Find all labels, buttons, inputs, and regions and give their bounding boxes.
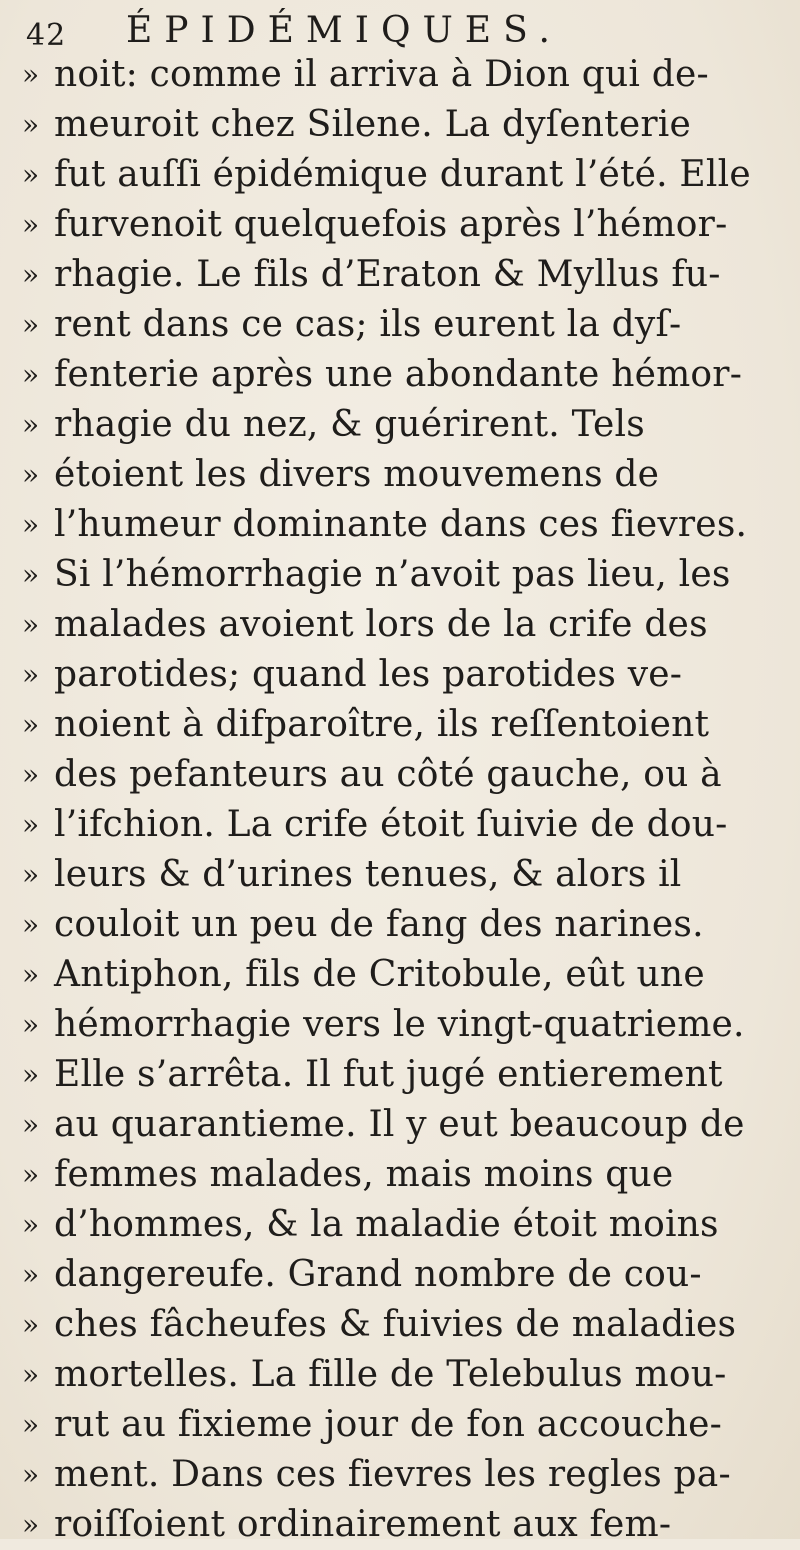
quotation-mark: » (22, 1158, 40, 1191)
text-line (22, 1500, 792, 1550)
page-number: 42 (26, 18, 67, 53)
line-text: roiſſoient ordinairement aux fem- (54, 1504, 672, 1545)
text-line (22, 1100, 792, 1150)
text-line (22, 950, 792, 1000)
text-line (22, 1200, 792, 1250)
line-text: rut au fixieme jour de fon accouche- (54, 1404, 722, 1445)
text-line (22, 600, 792, 650)
quotation-mark: » (22, 108, 40, 141)
line-text: rhagie. Le fils d’Eraton & Myllus fu- (54, 254, 721, 295)
quotation-mark: » (22, 758, 40, 791)
text-line (22, 1300, 792, 1350)
text-line (22, 250, 792, 300)
text-line (22, 1150, 792, 1200)
quotation-mark: » (22, 1358, 40, 1391)
line-text: fenterie après une abondante hémor- (54, 354, 743, 395)
quotation-mark: » (22, 358, 40, 391)
quotation-mark: » (22, 658, 40, 691)
quotation-mark: » (22, 558, 40, 591)
line-text: meuroit chez Silene. La dyſenterie (54, 104, 691, 145)
line-text: ches fâcheufes & fuivies de maladies (54, 1304, 737, 1345)
text-line (22, 750, 792, 800)
line-text: noit: comme il arriva à Dion qui de- (54, 54, 709, 95)
line-text: hémorrhagie vers le vingt-quatrieme. (54, 1004, 745, 1045)
line-text: des pefanteurs au côté gauche, ou à (54, 754, 722, 795)
text-line (22, 800, 792, 850)
text-line (22, 1350, 792, 1400)
quotation-mark: » (22, 258, 40, 291)
line-text: fut auſſi épidémique durant l’été. Elle (54, 154, 751, 195)
quotation-mark: » (22, 958, 40, 991)
line-text: malades avoient lors de la crife des (54, 604, 708, 645)
line-text: couloit un peu de fang des narines. (54, 904, 704, 945)
line-text: Antiphon, fils de Critobule, eût une (54, 954, 705, 995)
text-line (22, 500, 792, 550)
quotation-mark: » (22, 808, 40, 841)
quotation-mark: » (22, 1008, 40, 1041)
body-text (22, 50, 792, 1550)
line-text: l’humeur dominante dans ces fievres. (54, 504, 748, 545)
quotation-mark: » (22, 308, 40, 341)
text-line (22, 1400, 792, 1450)
quotation-mark: » (22, 858, 40, 891)
quotation-mark: » (22, 708, 40, 741)
text-line (22, 900, 792, 950)
text-line (22, 350, 792, 400)
quotation-mark: » (22, 908, 40, 941)
text-line (22, 200, 792, 250)
text-line (22, 300, 792, 350)
line-text: au quarantieme. Il y eut beaucoup de (54, 1104, 745, 1145)
text-line (22, 450, 792, 500)
text-line (22, 550, 792, 600)
quotation-mark: » (22, 458, 40, 491)
quotation-mark: » (22, 408, 40, 441)
text-line (22, 150, 792, 200)
quotation-mark: » (22, 1458, 40, 1491)
line-text: dangereufe. Grand nombre de cou- (54, 1254, 702, 1295)
quotation-mark: » (22, 508, 40, 541)
line-text: ment. Dans ces fievres les regles pa- (54, 1454, 731, 1495)
quotation-mark: » (22, 1308, 40, 1341)
line-text: rent dans ce cas; ils eurent la dyſ- (54, 304, 682, 345)
text-line (22, 1250, 792, 1300)
text-line (22, 1000, 792, 1050)
line-text: parotides; quand les parotides ve- (54, 654, 683, 695)
text-line (22, 50, 792, 100)
text-line (22, 400, 792, 450)
line-text: leurs & d’urines tenues, & alors il (54, 854, 682, 895)
line-text: d’hommes, & la maladie étoit moins (54, 1204, 719, 1245)
quotation-mark: » (22, 1108, 40, 1141)
text-line (22, 700, 792, 750)
quotation-mark: » (22, 58, 40, 91)
text-line (22, 850, 792, 900)
line-text: femmes malades, mais moins que (54, 1154, 674, 1195)
running-head: ÉPIDÉMIQUES. (126, 10, 562, 51)
quotation-mark: » (22, 1258, 40, 1291)
quotation-mark: » (22, 1208, 40, 1241)
quotation-mark: » (22, 1508, 40, 1541)
line-text: furvenoit quelquefois après l’hémor- (54, 204, 728, 245)
line-text: rhagie du nez, & guérirent. Tels (54, 404, 645, 445)
line-text: Elle s’arrêta. Il fut jugé entierement (54, 1054, 723, 1095)
line-text: Si l’hémorrhagie n’avoit pas lieu, les (54, 554, 731, 595)
text-line (22, 1450, 792, 1500)
text-line (22, 1050, 792, 1100)
text-line (22, 650, 792, 700)
quotation-mark: » (22, 1408, 40, 1441)
quotation-mark: » (22, 208, 40, 241)
quotation-mark: » (22, 158, 40, 191)
quotation-mark: » (22, 1058, 40, 1091)
line-text: mortelles. La fille de Telebulus mou- (54, 1354, 727, 1395)
line-text: l’ifchion. La crife étoit ſuivie de dou- (54, 804, 728, 845)
text-line (22, 100, 792, 150)
line-text: étoient les divers mouvemens de (54, 454, 660, 495)
quotation-mark: » (22, 608, 40, 641)
line-text: noient à difparoître, ils reſſentoient (54, 704, 710, 745)
